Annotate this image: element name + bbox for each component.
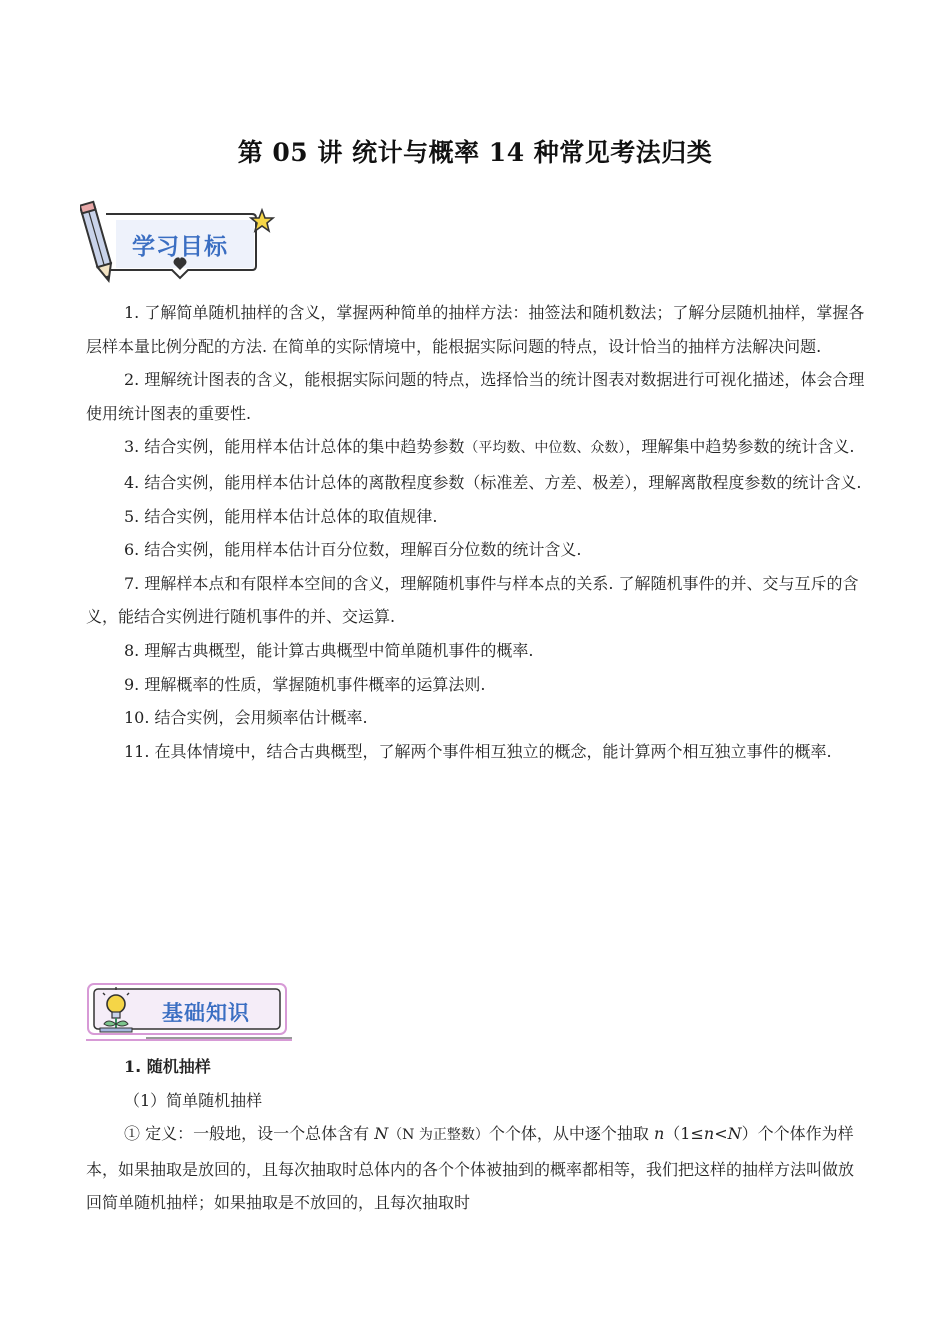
definition-paragraph (86, 1117, 866, 1220)
goal-item-4: 4. 结合实例，能用样本估计总体的离散程度参数（标准差、方差、极差），理解离散程度参数的统计含义. (124, 472, 862, 492)
goal-item-9: 9. 理解概率的性质，掌握随机事件概率的运算法则. (124, 674, 486, 694)
goal-item-5: 5. 结合实例，能用样本估计总体的取值规律. (124, 506, 438, 526)
section-number: 1 (124, 1057, 136, 1076)
goal-item-10: 10. 结合实例，会用频率估计概率. (124, 708, 368, 728)
goal-item-2: 2. 理解统计图表的含义，能根据实际问题的特点，选择恰当的统计图表对数据进行可视化描述，体会合理使用统计图表的重要性. (86, 370, 865, 423)
section-heading (86, 1050, 866, 1084)
goal-3-tail: ，理解集中趋势参数的统计含义. (625, 437, 855, 457)
def-paren: （N 为正整数） (388, 1127, 489, 1144)
def-text-d: ）个个体作为样本，如果抽取是放回的，且每次抽取时总体内的各个个体被抽到的概率都相等，我们把这样的抽样方法叫做放回简单随机抽样；如果抽取是不放回的，且每次抽取时 (86, 1124, 855, 1213)
learning-goals-label: 学习目标 (132, 234, 228, 260)
basic-knowledge-content (86, 1050, 866, 1220)
def-text-b: 个个体，从中逐个抽取 (488, 1124, 654, 1144)
var-N: N (374, 1124, 389, 1144)
goal-item-8: 8. 理解古典概型，能计算古典概型中简单随机事件的概率. (124, 640, 534, 660)
def-lt: < (714, 1124, 728, 1144)
goal-item-7: 7. 理解样本点和有限样本空间的含义，理解随机事件与样本点的关系. 了解随机事件的并、交与互斥的含义，能结合实例进行随机事件的并、交运算. (86, 573, 859, 627)
def-text-a: ① 定义：一般地，设一个总体含有 (124, 1124, 375, 1144)
section-heading-text: . 随机抽样 (135, 1057, 211, 1076)
var-n: n (653, 1124, 665, 1144)
learning-goals-list (86, 296, 866, 768)
var-n-2: n (703, 1124, 715, 1144)
goal-item-11: 11. 在具体情境中，结合古典概型，了解两个事件相互独立的概念，能计算两个相互独立事件的概率. (124, 741, 832, 761)
goal-item-6: 6. 结合实例，能用样本估计百分位数，理解百分位数的统计含义. (124, 540, 582, 560)
var-N-2: N (727, 1124, 742, 1144)
goal-3-text: 3. 结合实例，能用样本估计总体的集中趋势参数 (124, 437, 465, 457)
subsection-heading: （1）简单随机抽样 (124, 1090, 263, 1110)
goal-3-paren: （平均数、中位数、众数） (464, 440, 626, 457)
def-text-c: （1≤ (664, 1124, 704, 1144)
goal-item-3 (86, 430, 866, 466)
basic-knowledge-banner (86, 980, 292, 1044)
basic-knowledge-label: 基础知识 (162, 1001, 250, 1025)
page-title: 第 05 讲 统计与概率 14 种常见考法归类 (237, 138, 713, 167)
learning-goals-banner (80, 200, 280, 288)
goal-item-1: 1. 了解简单随机抽样的含义，掌握两种简单的抽样方法：抽签法和随机数法；了解分层随机抽样，掌握各层样本量比例分配的方法. 在简单的实际情境中，能根据实际问题的特点，设计恰当的抽样方法解决问题. (86, 303, 865, 356)
